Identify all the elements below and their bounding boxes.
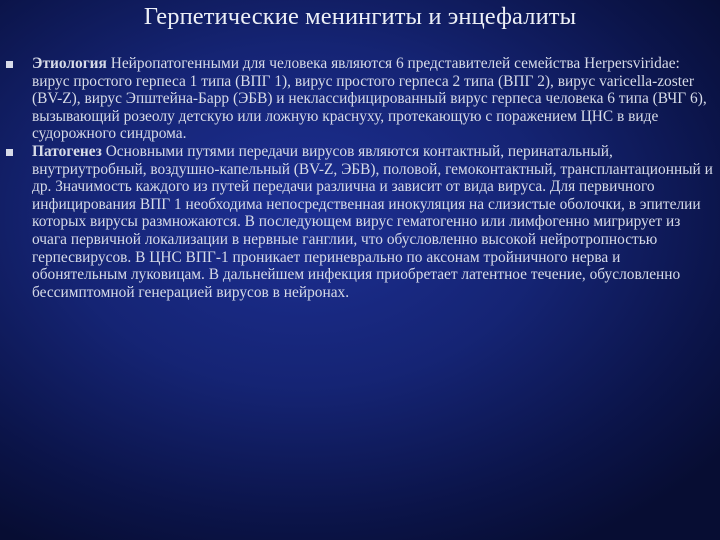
bullet-text: Основными путями передачи вирусов являются контактный, перинатальный, внутриутробный, воздушно-капельный (BV-Z, ЭБВ), половой, гемоконтактный, трансплантационный и др. Значимость каждого из путей передачи различна и зависит от вида вируса. Для первичного инфицирования ВПГ 1 необходима непосредственная инокуляция на слизистые оболочки, в эпителии которых вирусы размножаются. В последующем вирус гематогенно или лимфогенно мигрирует из очага первичной локализации в нервные ганглии, что обусловленно высокой нейротропностью герпесвирусов. В ЦНС ВПГ-1 проникает периневрально по аксонам тройничного нерва и обонятельным луковицам. В дальнейшем инфекция приобретает латентное течение, обусловленно бессимптомной генерацией вирусов в нейронах.	[32, 142, 713, 301]
square-bullet-icon	[6, 61, 13, 68]
bullet-etiology	[6, 55, 714, 143]
bullet-term: Патогенез	[32, 142, 102, 160]
bullet-term: Этиология	[32, 55, 107, 72]
bullet-text: Нейропатогенными для человека являются 6 представителей семейства Herpersviridae: вирус простого герпеса 1 типа (ВПГ 1), вирус простого герпеса 2 типа (ВПГ 2), вирус varicella-zoster (BV-Z), вирус Эпштейна-Барр (ЭБВ) и неклассифицированный вирус герпеса человека 6 типа (ВЧГ 6), вызывающий розеолу детскую или ложную краснуху, протекающую с поражением ЦНС в виде судорожного синдрома.	[32, 55, 707, 143]
square-bullet-icon	[6, 149, 13, 156]
bullet-list	[6, 55, 714, 301]
slide-title: Герпетические менингиты и энцефалиты	[143, 3, 577, 30]
bullet-pathogenesis	[6, 143, 714, 301]
